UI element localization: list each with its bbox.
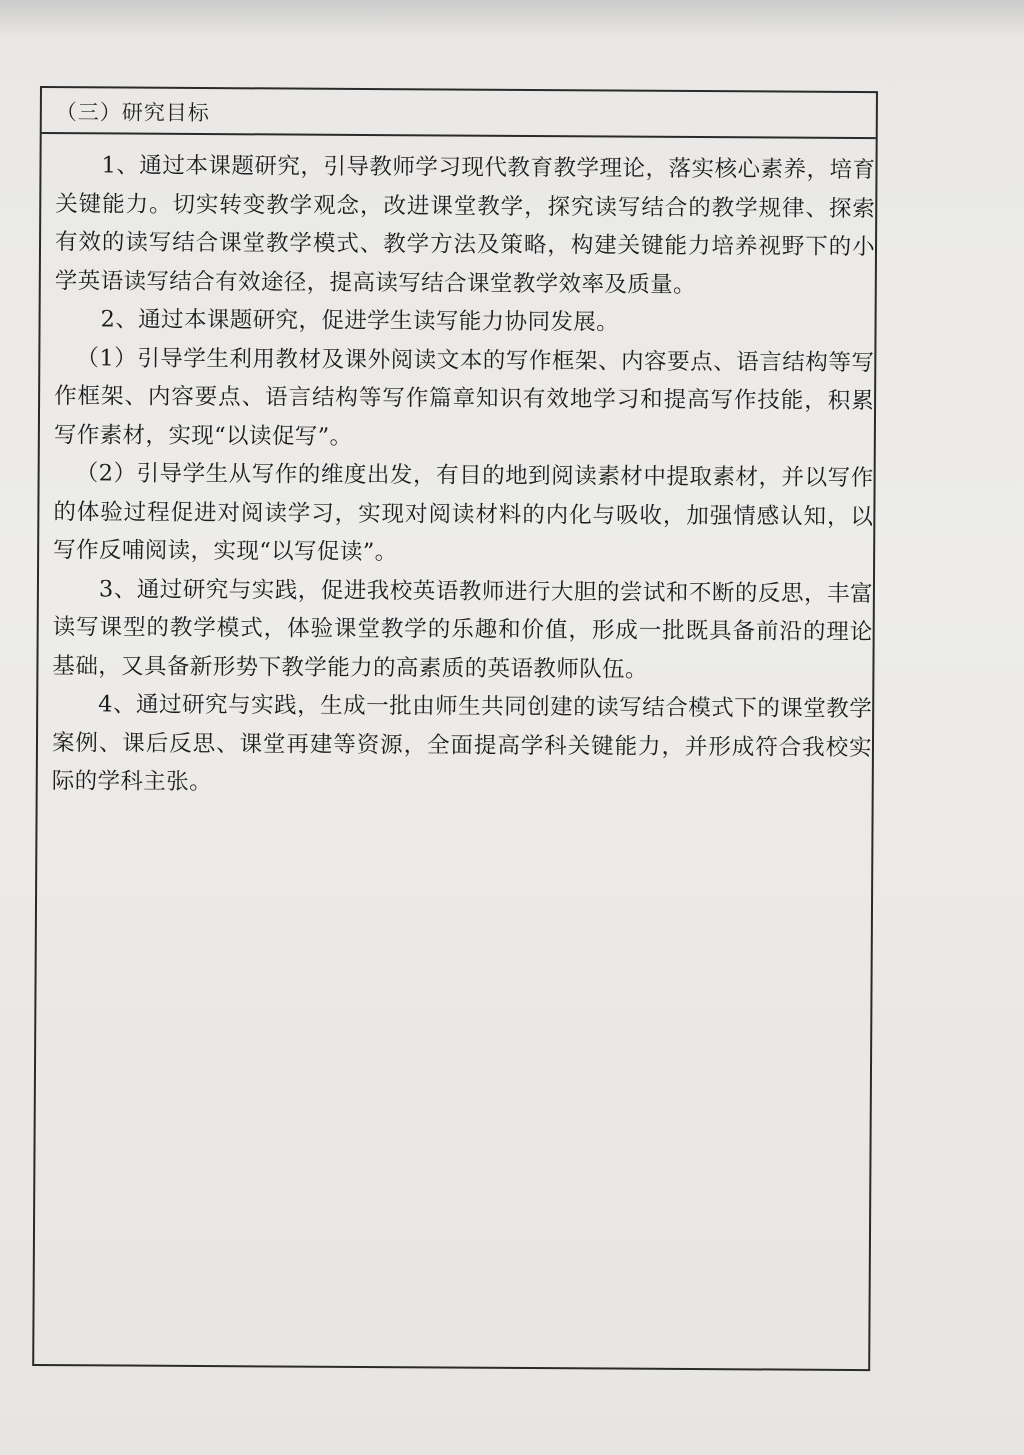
paragraph-goal-3: 3、通过研究与实践，促进我校英语教师进行大胆的尝试和不断的反思，丰富读写课型的教学模式，体验课堂教学的乐趣和价值，形成一批既具备前沿的理论基础，又具备新形势下教学能力的高素质的英语教师队伍。: [52, 575, 873, 683]
paragraph-goal-4: 4、通过研究与实践，生成一批由师生共同创建的读写结合模式下的课堂教学案例、课后反思、课堂再建等资源，全面提高学科关键能力，并形成符合我校实际的学科主张。: [51, 691, 873, 796]
paragraph-goal-2: 2、通过本课题研究，促进学生读写能力协同发展。: [100, 306, 620, 336]
paragraph-goal-2-sub-2: （2）引导学生从写作的维度出发，有目的地到阅读素材中提取素材，并以写作的体验过程促进对阅读学习，实现对阅读材料的内化与吸收，加强情感认知，以写作反哺阅读，实现“以写促读”。: [53, 460, 874, 566]
table-frame: [32, 86, 878, 1371]
page-shadow: [0, 0, 1024, 40]
paragraph-goal-1: 1、通过本课题研究，引导教师学习现代教育教学理论，落实核心素养，培育关键能力。切实转变教学观念，改进课堂教学，探究读写结合的教学规律、探索有效的读写结合课堂教学模式、教学方法及策略，构建关键能力培养视野下的小学英语读写结合有效途径，提高读写结合课堂教学效率及质量。: [54, 152, 876, 298]
section-content: [52, 146, 876, 805]
section-title: （三）研究目标: [55, 100, 210, 126]
paragraph-goal-2-sub-1: （1）引导学生利用教材及课外阅读文本的写作框架、内容要点、语言结构等写作框架、内容要点、语言结构等写作篇章知识有效地学习和提高写作技能，积累写作素材，实现“以读促写”。: [53, 344, 875, 450]
section-header-row: [42, 88, 876, 139]
